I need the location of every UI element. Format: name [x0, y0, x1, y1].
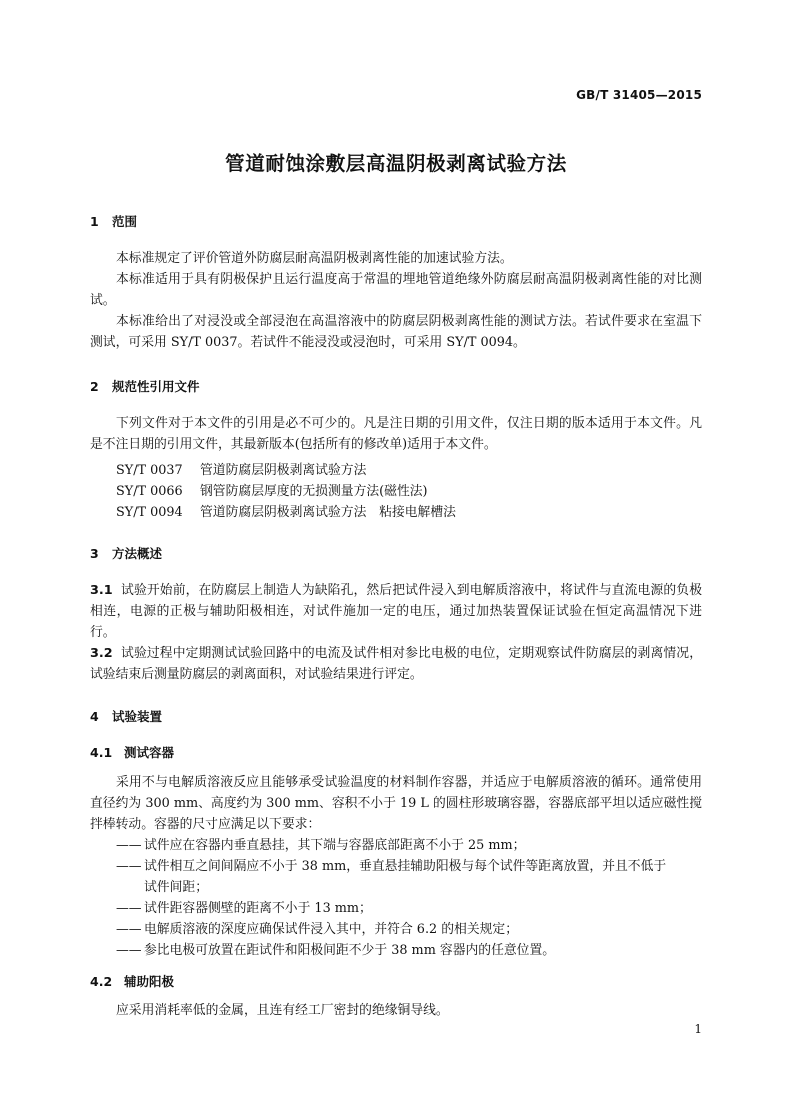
- item-text: 试件应在容器内垂直悬挂，其下端与容器底部距离不小于 25 mm；: [144, 838, 526, 853]
- clause-number: 3.1: [90, 583, 113, 598]
- ref-item: [116, 501, 456, 520]
- section-number: 4: [90, 709, 99, 724]
- subsection-number: 4.1: [90, 745, 113, 760]
- page-number: 1: [694, 1022, 702, 1036]
- clause-3-2: [90, 643, 702, 685]
- section-number: 1: [90, 214, 99, 229]
- document-title: 管道耐蚀涂敷层高温阴极剥离试验方法: [225, 152, 567, 175]
- s1-paragraph-2: 本标准适用于具有阴极保护且运行温度高于常温的埋地管道绝缘外防腐层耐高温阴极剥离性能的对比测试。: [90, 272, 702, 308]
- requirement-item: [116, 940, 702, 961]
- section-3-heading: [90, 544, 162, 562]
- ref-title: 管道防腐层阴极剥离试验方法: [200, 463, 367, 478]
- section-title: 试验装置: [112, 709, 163, 724]
- ref-code: SY/T 0066: [116, 484, 183, 499]
- subsection-4-1-heading: [90, 743, 174, 761]
- requirement-item: [116, 835, 702, 856]
- section-2-heading: [90, 377, 200, 395]
- requirement-item: [116, 856, 702, 898]
- dash-marker: ——: [116, 859, 142, 874]
- standard-code: GB/T 31405—2015: [576, 88, 702, 102]
- subsection-4-2-heading: [90, 972, 174, 990]
- dash-marker: ——: [116, 838, 142, 853]
- item-text: 电解质溶液的深度应确保试件浸入其中，并符合 6.2 的相关规定；: [144, 922, 519, 937]
- section-1-heading: [90, 212, 137, 230]
- section-number: 2: [90, 379, 99, 394]
- ref-title: 钢管防腐层厚度的无损测量方法(磁性法): [200, 484, 428, 499]
- subsection-title: 辅助阳极: [124, 974, 175, 989]
- subsection-title: 测试容器: [124, 745, 175, 760]
- s1-paragraph-3: 本标准给出了对浸没或全部浸泡在高温溶液中的防腐层阴极剥离性能的测试方法。若试件要求在室温下测试，可采用 SY/T 0037。若试件不能浸没或浸泡时，可采用 SY/T 0094。: [90, 314, 702, 350]
- subsection-number: 4.2: [90, 974, 113, 989]
- s1-paragraph-1: 本标准规定了评价管道外防腐层耐高温阴极剥离性能的加速试验方法。: [116, 251, 513, 266]
- item-text: 试件相互之间间隔应不小于 38 mm，垂直悬挂辅助阳极与每个试件等距离放置，并且不低于: [144, 859, 667, 874]
- section-title: 方法概述: [112, 546, 163, 561]
- item-text: 试件距容器侧壁的距离不小于 13 mm；: [144, 901, 372, 916]
- ref-title: 管道防腐层阴极剥离试验方法 粘接电解槽法: [200, 505, 456, 520]
- item-continuation: 试件间距；: [144, 880, 208, 895]
- requirement-item: [116, 919, 702, 940]
- requirement-item: [116, 898, 702, 919]
- section-number: 3: [90, 546, 99, 561]
- clause-number: 3.2: [90, 646, 113, 661]
- dash-marker: ——: [116, 922, 142, 937]
- s41-paragraph: 采用不与电解质溶液反应且能够承受试验温度的材料制作容器，并适应于电解质溶液的循环。通常使用直径约为 300 mm、高度约为 300 mm、容积不小于 19 L 的圆柱形玻璃容器，容器底部平坦以适应磁性搅拌棒转动。容器的尺寸应满足以下要求：: [90, 775, 702, 832]
- clause-text: 试验开始前，在防腐层上制造人为缺陷孔，然后把试件浸入到电解质溶液中，将试件与直流电源的负极相连，电源的正极与辅助阳极相连，对试件施加一定的电压，通过加热装置保证试验在恒定高温情况下进行。: [90, 583, 703, 640]
- clause-3-1: [90, 580, 702, 643]
- s2-paragraph-1: 下列文件对于本文件的引用是必不可少的。凡是注日期的引用文件，仅注日期的版本适用于本文件。凡是不注日期的引用文件，其最新版本(包括所有的修改单)适用于本文件。: [90, 416, 702, 452]
- item-text: 参比电极可放置在距试件和阳极间距不少于 38 mm 容器内的任意位置。: [144, 943, 556, 958]
- section-title: 范围: [112, 214, 138, 229]
- clause-text: 试验过程中定期测试试验回路中的电流及试件相对参比电极的电位，定期观察试件防腐层的剥离情况，试验结束后测量防腐层的剥离面积，对试验结果进行评定。: [90, 646, 703, 682]
- ref-code: SY/T 0037: [116, 463, 183, 478]
- section-title: 规范性引用文件: [112, 379, 200, 394]
- dash-marker: ——: [116, 943, 142, 958]
- section-4-heading: [90, 707, 162, 725]
- ref-code: SY/T 0094: [116, 505, 183, 520]
- s42-paragraph: 应采用消耗率低的金属，且连有经工厂密封的绝缘铜导线。: [116, 1003, 449, 1018]
- ref-item: [116, 459, 366, 478]
- ref-item: [116, 480, 428, 499]
- dash-marker: ——: [116, 901, 142, 916]
